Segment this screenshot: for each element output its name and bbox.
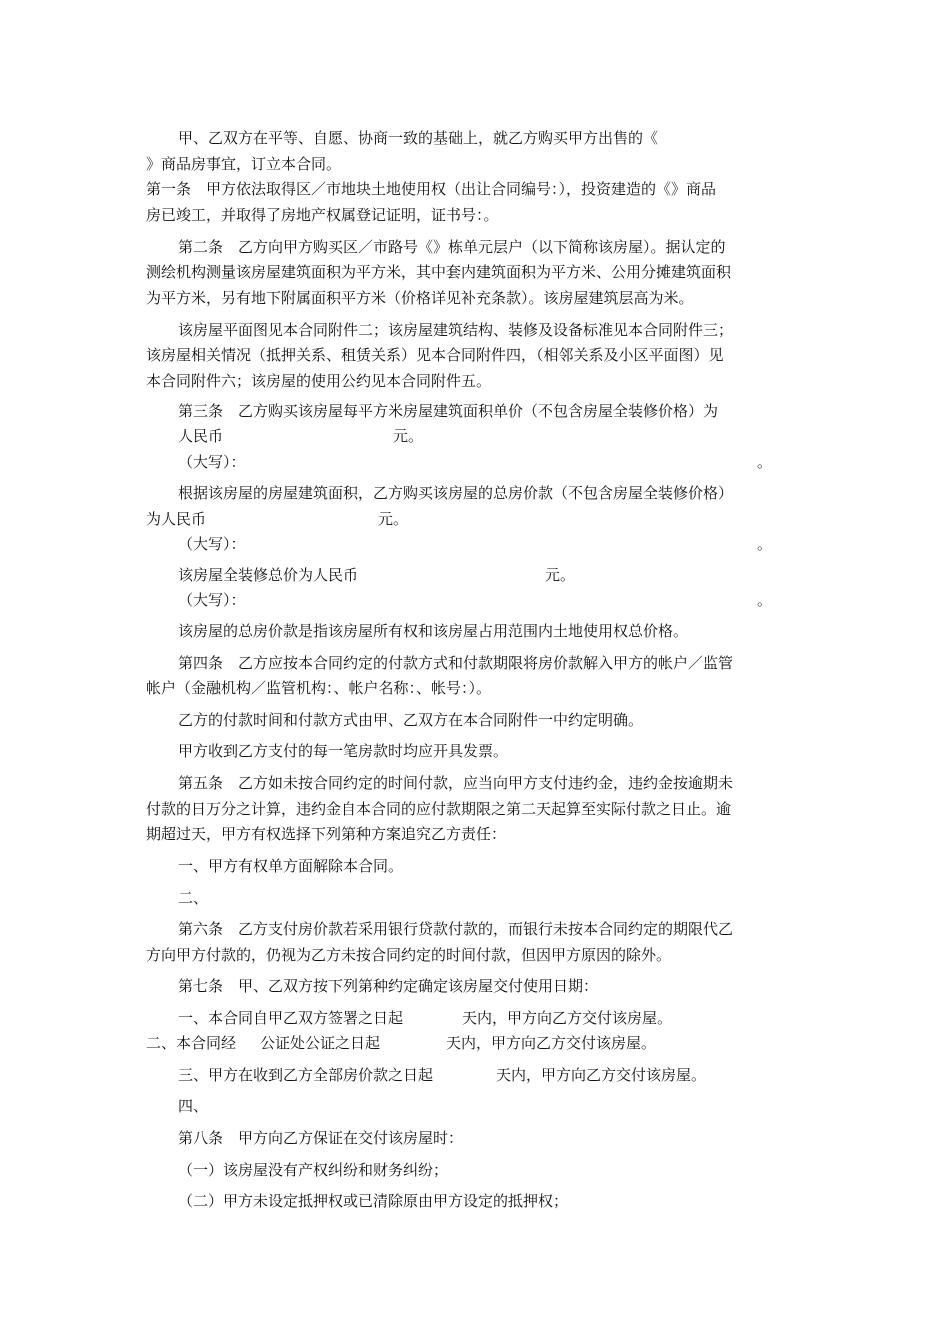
article-7-line: 第七条 甲、乙双方按下列第种约定确定该房屋交付使用日期：	[178, 977, 599, 995]
article-8-item: （二）甲方未设定抵押权或已清除原由甲方设定的抵押权；	[178, 1192, 569, 1210]
total-price-line: 根据该房屋的房屋建筑面积，乙方购买该房屋的总房价款（不包含房屋全装修价格）	[178, 484, 734, 502]
total-price-note: 该房屋的总房价款是指该房屋所有权和该房屋占用范围内土地使用权总价格。	[178, 622, 689, 640]
article-7-option-3-b: 天内，甲方向乙方交付该房屋。	[496, 1066, 707, 1084]
article-7-option-1-b: 天内，甲方向乙方交付该房屋。	[462, 1009, 673, 1027]
article-7-option-2-c: 天内，甲方向乙方交付该房屋。	[446, 1034, 657, 1052]
article-1-line: 第一条 甲方依法取得区／市地块土地使用权（出让合同编号：），投资建造的《》商品	[146, 180, 717, 198]
article-6-line: 第六条 乙方支付房价款若采用银行贷款付款的，而银行未按本合同约定的期限代乙	[178, 920, 734, 938]
article-2-line: 第二条 乙方向甲方购买区／市路号《》栋单元层户（以下简称该房屋）。据认定的	[178, 238, 726, 256]
article-8-line: 第八条 甲方向乙方保证在交付该房屋时：	[178, 1129, 464, 1147]
decoration-price-daxie-label: （大写）：	[178, 591, 246, 609]
article-8-item: （一）该房屋没有产权纠纷和财务纠纷；	[178, 1161, 449, 1179]
article-5-option: 二、	[178, 889, 209, 907]
decoration-price-yuan: 元。	[545, 566, 576, 584]
unit-price-rmb-label: 人民币	[178, 427, 224, 445]
article-2-line: 为平方米，另有地下附属面积平方米（价格详见补充条款）。该房屋建筑层高为米。	[146, 289, 694, 307]
article-2-line: 测绘机构测量该房屋建筑面积为平方米，其中套内建筑面积为平方米、公用分摊建筑面积	[146, 263, 732, 281]
article-1-line: 房已竣工，并取得了房地产权属登记证明，证书号：。	[146, 206, 499, 224]
article-7-option-4: 四、	[178, 1097, 209, 1115]
preamble-line: 甲、乙双方在平等、自愿、协商一致的基础上，就乙方购买甲方出售的《	[178, 129, 659, 147]
total-price-daxie-period: 。	[757, 535, 773, 553]
article-7-option-3-a: 三、甲方在收到乙方全部房价款之日起	[178, 1066, 434, 1084]
article-4-line: 乙方的付款时间和付款方式由甲、乙双方在本合同附件一中约定明确。	[178, 711, 644, 729]
article-7-option-2-b: 公证处公证之日起	[260, 1034, 381, 1052]
article-3-line: 第三条 乙方购买该房屋每平方米房屋建筑面积单价（不包含房屋全装修价格）为	[178, 402, 719, 420]
article-7-option-1-a: 一、本合同自甲乙双方签署之日起	[178, 1009, 404, 1027]
attachments-line: 该房屋相关情况（抵押关系、租赁关系）见本合同附件四，（相邻关系及小区平面图）见	[146, 346, 724, 364]
unit-price-daxie-period: 。	[757, 453, 773, 471]
unit-price-daxie-label: （大写）：	[178, 453, 246, 471]
article-7-option-2-a: 二、本合同经	[146, 1034, 237, 1052]
article-5-line: 期超过天，甲方有权选择下列第种方案追究乙方责任：	[146, 825, 507, 843]
total-price-rmb-label: 为人民币	[146, 510, 207, 528]
article-5-option: 一、甲方有权单方面解除本合同。	[178, 857, 404, 875]
article-4-line: 第四条 乙方应按本合同约定的付款方式和付款期限将房价款解入甲方的帐户／监管	[178, 654, 734, 672]
total-price-daxie-label: （大写）：	[178, 535, 246, 553]
preamble-line: 》商品房事宜，订立本合同。	[146, 155, 342, 173]
article-5-line: 第五条 乙方如未按合同约定的时间付款，应当向甲方支付违约金，违约金按逾期未	[178, 774, 734, 792]
article-4-line: 帐户（金融机构／监管机构：、帐户名称：、帐号：）。	[146, 679, 492, 697]
attachments-line: 本合同附件六；该房屋的使用公约见本合同附件五。	[146, 372, 492, 390]
total-price-yuan: 元。	[378, 510, 409, 528]
decoration-price-label: 该房屋全装修总价为人民币	[178, 566, 359, 584]
article-4-line: 甲方收到乙方支付的每一笔房款时均应开具发票。	[178, 742, 509, 760]
attachments-line: 该房屋平面图见本合同附件二；该房屋建筑结构、装修及设备标准见本合同附件三；	[178, 321, 734, 339]
article-6-line: 方向甲方付款的，仍视为乙方未按合同约定的时间付款，但因甲方原因的除外。	[146, 946, 672, 964]
unit-price-yuan: 元。	[393, 427, 424, 445]
article-5-line: 付款的日万分之计算，违约金自本合同的应付款期限之第二天起算至实际付款之日止。逾	[146, 800, 732, 818]
decoration-price-daxie-period: 。	[757, 591, 773, 609]
